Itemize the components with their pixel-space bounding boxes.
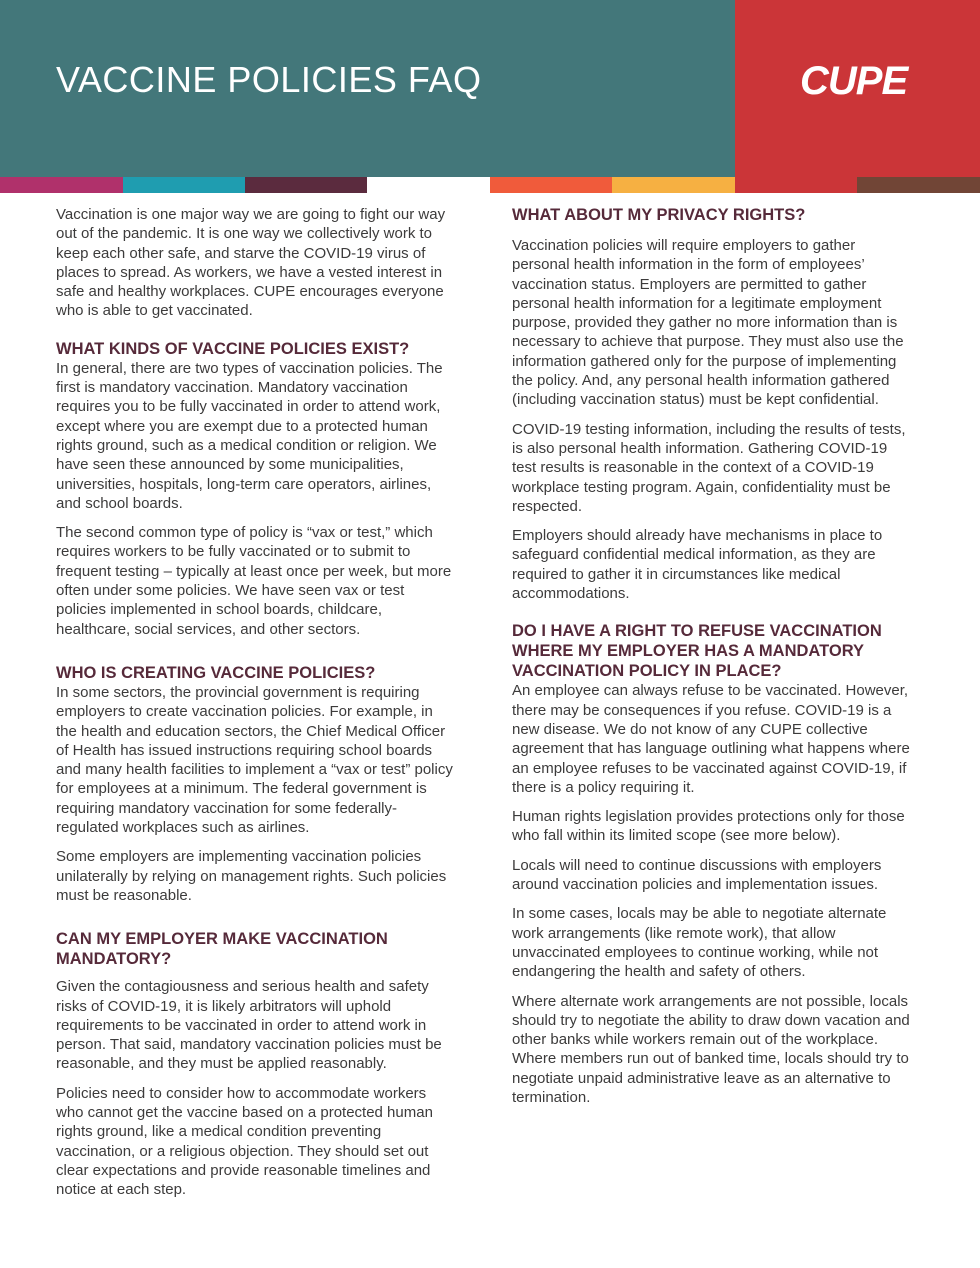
- stripe-brown: [857, 177, 980, 193]
- paragraph: Locals will need to continue discussions with employers around vaccination policies and implementation issues.: [512, 856, 882, 894]
- stripe-cyan: [123, 177, 245, 193]
- stripe-plum: [245, 177, 367, 193]
- section-heading-mandatory: CAN MY EMPLOYER MAKE VACCINATION MANDATORY?: [56, 930, 388, 969]
- paragraph: In some cases, locals may be able to negotiate alternate work arrangements (like remote work), that allow unvaccinated employees to continue working, while not endangering the health and safety of others.: [512, 905, 887, 981]
- stripe-red: [735, 177, 857, 193]
- paragraph: Employers should already have mechanisms in place to safeguard confidential medical information, as they are required to gather it in circumstances like medical accommodations.: [512, 527, 883, 603]
- left-column: [56, 205, 456, 1209]
- intro-paragraph: Vaccination is one major way we are going to fight our way out of the pandemic. It is one way we collectively work to keep each other safe, and starve the COVID-19 virus of places to spread. As workers, we have a vested interest in safe and healthy workplaces. CUPE encourages everyone who is able to get vaccinated.: [56, 206, 446, 320]
- section-heading-privacy: WHAT ABOUT MY PRIVACY RIGHTS?: [512, 206, 806, 224]
- section-heading-who-creates: WHO IS CREATING VACCINE POLICIES?: [56, 663, 376, 682]
- paragraph: Policies need to consider how to accommodate workers who cannot get the vaccine based on a protected human rights ground, like a medical condition preventing vaccination, or a religious objection. They should set out clear expectations and provide reasonable timelines and notice at each step.: [56, 1084, 433, 1199]
- stripe-orange: [490, 177, 612, 193]
- header-banner: [0, 0, 980, 177]
- cupe-logo: CUPE: [800, 59, 908, 103]
- paragraph: Some employers are implementing vaccination policies unilaterally by relying on management rights. Such policies must be reasonable.: [56, 848, 447, 904]
- color-stripes: [0, 177, 980, 193]
- page-title: VACCINE POLICIES FAQ: [56, 59, 482, 100]
- paragraph: Human rights legislation provides protections only for those who fall within its limited scope (see more below).: [512, 808, 905, 845]
- paragraph: Given the contagiousness and serious health and safety risks of COVID-19, it is likely arbitrators will uphold requirements to be vaccinated in order to attend work in person. That said, mandatory vaccination policies must be reasonable, and they must be applied reasonably.: [56, 978, 442, 1073]
- paragraph: Vaccination policies will require employers to gather personal health information in the form of employees’ vaccination status. Employers are permitted to gather personal health information for a legitimate employment purpose, provided they gather no more information than is necessary to achieve that purpose. They must also use the information gathered only for the purpose of implementing the policy. And, any personal health information gathered (including vaccination status) must be kept confidential.: [512, 237, 904, 409]
- stripe-white: [367, 177, 490, 193]
- section-heading-policy-types: WHAT KINDS OF VACCINE POLICIES EXIST?: [56, 339, 410, 358]
- stripe-yellow: [612, 177, 735, 193]
- paragraph: An employee can always refuse to be vaccinated. However, there may be consequences if you refuse. COVID-19 is a new disease. We do not know of any CUPE collective agreement that has language outlining what happens where an employee refuses to be vaccinated against COVID-19, if there is a policy requiring it.: [512, 682, 910, 796]
- paragraph: Where alternate work arrangements are not possible, locals should try to negotiate the ability to draw down vacation and other banks while workers remain out of the workplace. Where members run out of banked time, locals should try to negotiate unpaid administrative leave as an alternative to termination.: [512, 992, 910, 1106]
- paragraph: The second common type of policy is “vax or test,” which requires workers to be fully vaccinated or to submit to frequent testing – typically at least once per week, but more often under some policies. We have seen vax or test policies implemented in school boards, childcare, healthcare, social services, and other sectors.: [56, 524, 452, 638]
- stripe-magenta: [0, 177, 123, 193]
- section-heading-right-to-refuse: DO I HAVE A RIGHT TO REFUSE VACCINATION WHERE MY EMPLOYER HAS A MANDATORY VACCINATION POLICY IN PLACE?: [512, 622, 882, 681]
- right-column: [512, 205, 912, 1117]
- paragraph: In some sectors, the provincial government is requiring employers to create vaccination policies. For example, in the health and education sectors, the Chief Medical Officer of Health has issued instructions requiring school boards and many health facilities to implement a “vax or test” policy for employees at a minimum. The federal government is requiring mandatory vaccination for some federally-regulated workplaces such as airlines.: [56, 683, 453, 837]
- paragraph: In general, there are two types of vaccination policies. The first is mandatory vaccination. Mandatory vaccination requires you to be fully vaccinated in order to attend work, except where you are exempt due to a protected human rights ground, such as a medical condition or religion. We have seen these announced by some municipalities, universities, hospitals, long-term care operators, airlines, and school boards.: [56, 359, 443, 512]
- paragraph: COVID-19 testing information, including the results of tests, is also personal health information. Gathering COVID-19 test results is reasonable in the context of a COVID-19 workplace testing program. Again, confidentiality must be respected.: [512, 420, 906, 515]
